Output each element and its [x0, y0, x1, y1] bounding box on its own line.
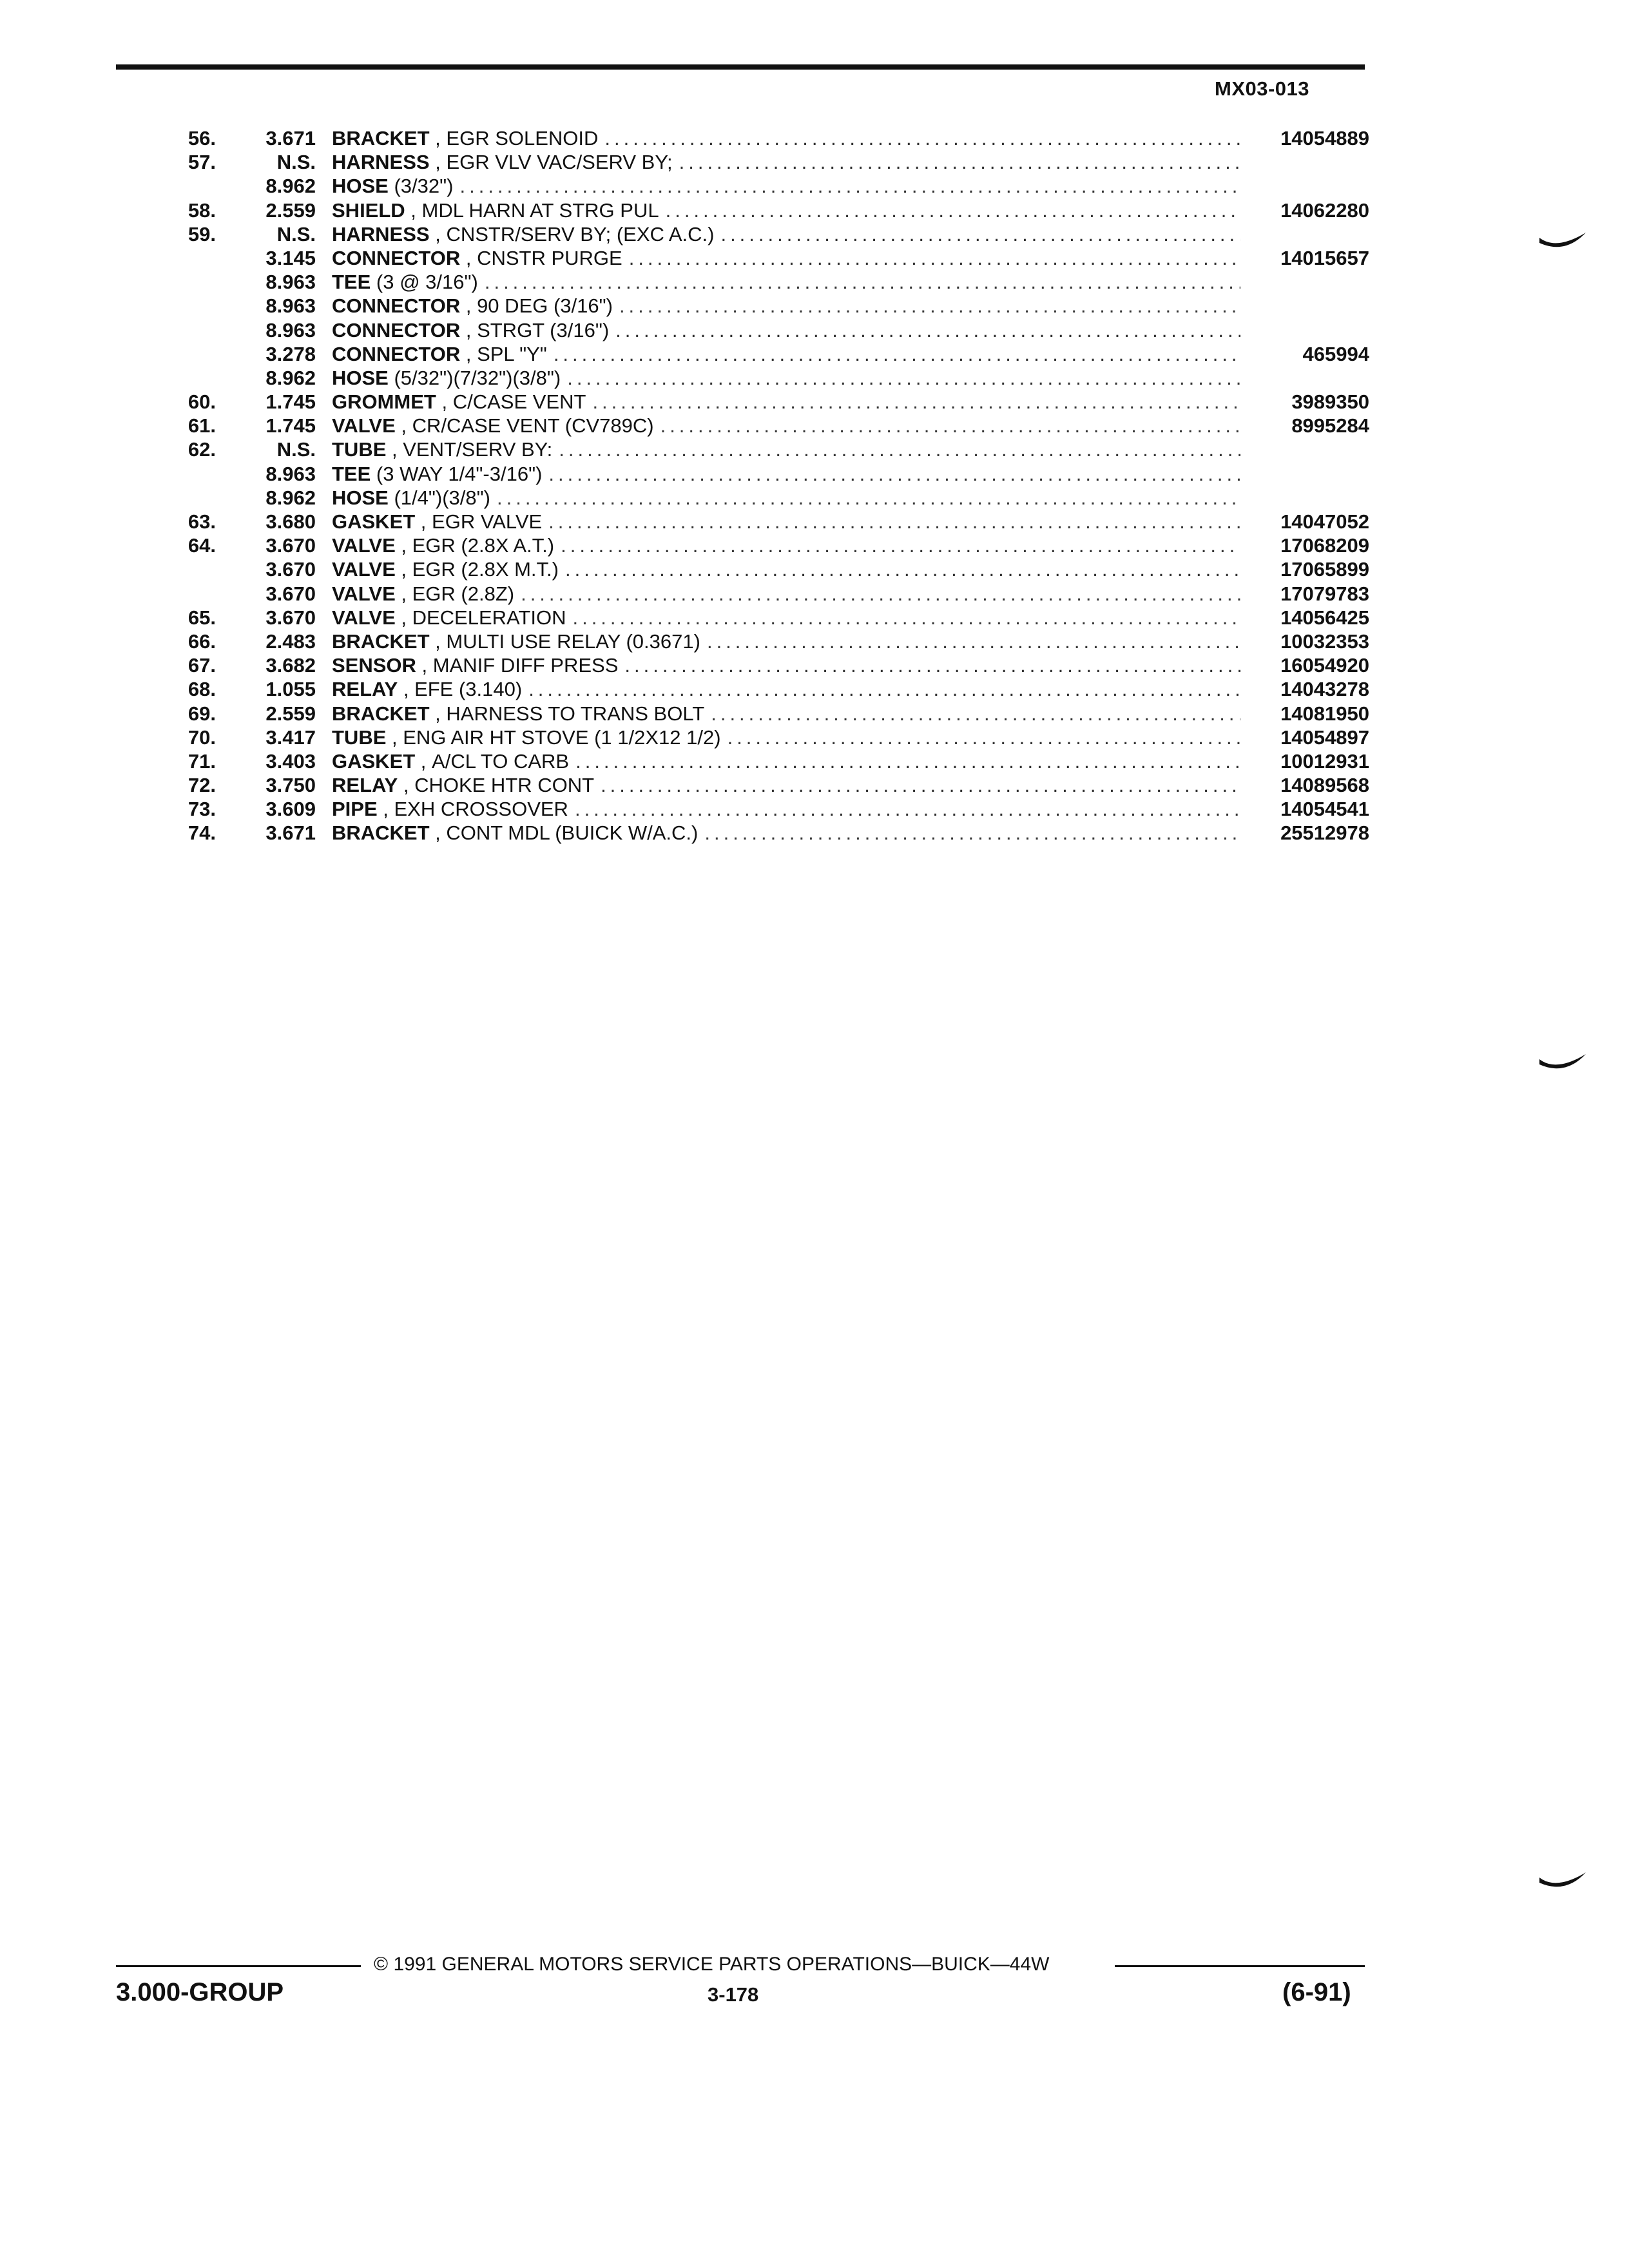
parts-description	[332, 270, 1369, 294]
header-rule	[116, 64, 1365, 70]
parts-description	[332, 462, 1369, 486]
parts-group-number: 3.750	[265, 774, 316, 797]
dot-leader	[528, 677, 1240, 701]
parts-name: HOSE	[332, 366, 389, 389]
footer-rule-right	[1115, 1965, 1365, 1967]
parts-spec: (3/32")	[394, 175, 454, 198]
parts-description	[332, 653, 1369, 677]
parts-part-number: 14054897	[1280, 726, 1369, 749]
parts-spec: EGR VLV VAC/SERV BY;	[446, 151, 673, 174]
dot-leader	[559, 437, 1240, 461]
parts-description	[332, 318, 1369, 342]
parts-group-number: 3.417	[265, 726, 316, 749]
parts-spec: C/CASE VENT	[452, 390, 586, 414]
parts-spec: CNSTR/SERV BY; (EXC A.C.)	[446, 222, 715, 245]
parts-separator: ,	[405, 198, 422, 222]
parts-part-number: 3989350	[1291, 390, 1369, 414]
parts-name: TEE	[332, 462, 371, 485]
parts-separator: ,	[460, 294, 477, 318]
parts-name: CONNECTOR	[332, 294, 461, 318]
footer-revision-date: (6-91)	[1282, 1978, 1351, 2006]
parts-separator: ,	[395, 558, 412, 581]
parts-name: TEE	[332, 271, 371, 294]
parts-key-number: 62.	[188, 438, 216, 461]
parts-description	[332, 582, 1369, 606]
parts-group-number: 3.278	[265, 342, 316, 365]
parts-description	[332, 174, 1369, 198]
parts-group-number: N.S.	[276, 438, 316, 461]
dot-leader	[601, 773, 1240, 797]
parts-part-number: 14062280	[1280, 198, 1369, 222]
parts-key-number: 74.	[188, 822, 216, 845]
parts-group-number: 8.963	[265, 462, 316, 485]
parts-spec: STRGT (3/16")	[477, 318, 610, 341]
parts-description	[332, 606, 1369, 629]
parts-name: BRACKET	[332, 629, 430, 653]
parts-key-number: 72.	[188, 774, 216, 797]
parts-description	[332, 366, 1369, 390]
parts-name: VALVE	[332, 534, 396, 557]
dot-leader	[548, 510, 1240, 533]
dot-leader	[459, 174, 1240, 198]
dot-leader	[660, 414, 1240, 437]
parts-separator: ,	[429, 151, 447, 174]
parts-name: PIPE	[332, 798, 378, 821]
parts-description	[332, 629, 1369, 653]
parts-separator: ,	[460, 246, 477, 269]
parts-key-number: 67.	[188, 654, 216, 677]
parts-spec: A/CL TO CARB	[432, 749, 570, 773]
parts-row	[155, 462, 1373, 486]
parts-key-number: 73.	[188, 798, 216, 821]
parts-group-number: 3.671	[265, 822, 316, 845]
parts-group-number: N.S.	[276, 222, 316, 245]
parts-key-number: 60.	[188, 390, 216, 414]
parts-name: SENSOR	[332, 654, 416, 677]
dot-leader	[728, 726, 1240, 749]
parts-description	[332, 557, 1369, 581]
dot-leader	[615, 318, 1240, 342]
parts-group-number: 1.745	[265, 390, 316, 414]
parts-key-number: 71.	[188, 749, 216, 773]
parts-row	[155, 533, 1373, 557]
parts-part-number: 17065899	[1280, 558, 1369, 581]
parts-part-number: 14054541	[1280, 798, 1369, 821]
parts-part-number: 17068209	[1280, 534, 1369, 557]
parts-row	[155, 270, 1373, 294]
parts-group-number: 8.962	[265, 486, 316, 509]
parts-description	[332, 414, 1369, 437]
parts-description	[332, 246, 1369, 270]
parts-name: HARNESS	[332, 151, 430, 174]
parts-key-number: 66.	[188, 629, 216, 653]
parts-spec: CR/CASE VENT (CV789C)	[412, 414, 654, 437]
parts-group-number: 3.145	[265, 246, 316, 269]
parts-group-number: 8.962	[265, 175, 316, 198]
parts-spec: (1/4")(3/8")	[394, 486, 490, 509]
parts-spec: VENT/SERV BY:	[403, 438, 553, 461]
parts-spec: EGR (2.8X A.T.)	[412, 534, 555, 557]
parts-row	[155, 342, 1373, 366]
parts-name: HARNESS	[332, 222, 430, 245]
parts-row	[155, 749, 1373, 773]
parts-separator: ,	[415, 749, 432, 773]
parts-key-number: 65.	[188, 606, 216, 629]
parts-row	[155, 414, 1373, 437]
parts-separator: ,	[395, 606, 412, 629]
parts-row	[155, 246, 1373, 270]
parts-spec: EGR (2.8X M.T.)	[412, 558, 559, 581]
parts-separator: ,	[398, 774, 415, 797]
parts-separator: ,	[429, 127, 447, 149]
parts-separator: ,	[398, 678, 415, 701]
parts-spec: (3 @ 3/16")	[376, 271, 478, 294]
parts-key-number: 56.	[188, 127, 216, 149]
dot-leader	[604, 126, 1240, 150]
footer-page-number: 3-178	[708, 1983, 759, 2006]
parts-separator: ,	[436, 390, 453, 414]
parts-spec: EGR SOLENOID	[446, 127, 599, 149]
dot-leader	[679, 150, 1240, 174]
binder-hole-mark-icon	[1537, 1869, 1588, 1894]
document-code: MX03-013	[1215, 77, 1310, 100]
dot-leader	[720, 222, 1240, 246]
parts-row	[155, 510, 1373, 533]
dot-leader	[575, 797, 1240, 821]
parts-part-number: 10012931	[1280, 749, 1369, 773]
parts-row	[155, 557, 1373, 581]
parts-group-number: 3.670	[265, 558, 316, 581]
parts-name: BRACKET	[332, 702, 430, 725]
parts-row	[155, 773, 1373, 797]
dot-leader	[704, 821, 1240, 845]
parts-row	[155, 198, 1373, 222]
parts-name: RELAY	[332, 678, 398, 701]
parts-group-number: 3.670	[265, 534, 316, 557]
parts-spec: EGR (2.8Z)	[412, 582, 515, 605]
parts-spec: HARNESS TO TRANS BOLT	[446, 702, 705, 725]
parts-row	[155, 150, 1373, 174]
parts-group-number: 2.559	[265, 198, 316, 222]
parts-spec: EGR VALVE	[432, 510, 543, 533]
parts-key-number: 58.	[188, 198, 216, 222]
parts-part-number: 14056425	[1280, 606, 1369, 629]
parts-list	[155, 126, 1373, 845]
parts-spec: CNSTR PURGE	[477, 246, 622, 269]
parts-separator: ,	[377, 798, 394, 821]
parts-name: VALVE	[332, 414, 396, 437]
parts-description	[332, 821, 1369, 845]
parts-row	[155, 582, 1373, 606]
parts-key-number: 57.	[188, 151, 216, 174]
parts-separator: ,	[460, 342, 477, 365]
parts-group-number: 3.670	[265, 582, 316, 605]
dot-leader	[521, 582, 1240, 606]
dot-leader	[548, 462, 1240, 486]
parts-separator: ,	[460, 318, 477, 341]
parts-row	[155, 222, 1373, 246]
parts-key-number: 68.	[188, 678, 216, 701]
parts-row	[155, 294, 1373, 318]
parts-name: VALVE	[332, 558, 396, 581]
dot-leader	[554, 342, 1240, 366]
parts-group-number: 8.963	[265, 294, 316, 318]
parts-spec: CONT MDL (BUICK W/A.C.)	[446, 822, 699, 845]
dot-leader	[592, 390, 1240, 414]
footer-group-label: 3.000-GROUP	[116, 1978, 284, 2006]
parts-part-number: 8995284	[1291, 414, 1369, 437]
parts-key-number: 61.	[188, 414, 216, 437]
parts-part-number: 14054889	[1280, 127, 1369, 149]
parts-name: VALVE	[332, 606, 396, 629]
parts-group-number: 1.745	[265, 414, 316, 437]
parts-part-number: 10032353	[1280, 629, 1369, 653]
parts-separator: ,	[395, 582, 412, 605]
parts-description	[332, 773, 1369, 797]
parts-name: VALVE	[332, 582, 396, 605]
parts-description	[332, 390, 1369, 414]
parts-name: GROMMET	[332, 390, 436, 414]
parts-separator: ,	[386, 726, 403, 749]
parts-description	[332, 150, 1369, 174]
parts-description	[332, 437, 1369, 461]
parts-name: TUBE	[332, 726, 387, 749]
parts-name: SHIELD	[332, 198, 405, 222]
parts-spec: (3 WAY 1/4"-3/16")	[376, 462, 543, 485]
parts-description	[332, 533, 1369, 557]
parts-part-number: 14015657	[1280, 246, 1369, 269]
binder-hole-mark-icon	[1537, 229, 1588, 255]
parts-spec: EXH CROSSOVER	[394, 798, 568, 821]
footer-copyright: © 1991 GENERAL MOTORS SERVICE PARTS OPERATIONS—BUICK—44W	[374, 1954, 1050, 1975]
dot-leader	[619, 294, 1240, 318]
parts-group-number: N.S.	[276, 151, 316, 174]
parts-key-number: 63.	[188, 510, 216, 533]
parts-part-number: 14043278	[1280, 678, 1369, 701]
parts-key-number: 70.	[188, 726, 216, 749]
parts-name: HOSE	[332, 486, 389, 509]
parts-group-number: 8.962	[265, 366, 316, 389]
parts-row	[155, 797, 1373, 821]
parts-separator: ,	[429, 222, 447, 245]
parts-group-number: 2.559	[265, 702, 316, 725]
parts-group-number: 2.483	[265, 629, 316, 653]
binder-hole-mark-icon	[1537, 1050, 1588, 1076]
parts-row	[155, 821, 1373, 845]
parts-description	[332, 294, 1369, 318]
parts-name: CONNECTOR	[332, 342, 461, 365]
parts-separator: ,	[416, 654, 433, 677]
parts-group-number: 3.670	[265, 606, 316, 629]
parts-row	[155, 629, 1373, 653]
parts-name: GASKET	[332, 510, 416, 533]
dot-leader	[567, 366, 1240, 390]
parts-description	[332, 222, 1369, 246]
parts-row	[155, 653, 1373, 677]
parts-spec: CHOKE HTR CONT	[414, 774, 595, 797]
parts-row	[155, 318, 1373, 342]
parts-part-number: 14047052	[1280, 510, 1369, 533]
parts-separator: ,	[395, 534, 412, 557]
parts-row	[155, 437, 1373, 461]
parts-description	[332, 749, 1369, 773]
parts-key-number: 59.	[188, 222, 216, 245]
parts-key-number: 69.	[188, 702, 216, 725]
dot-leader	[575, 749, 1240, 773]
parts-description	[332, 486, 1369, 510]
parts-group-number: 3.682	[265, 654, 316, 677]
parts-description	[332, 510, 1369, 533]
parts-name: HOSE	[332, 175, 389, 198]
parts-part-number: 25512978	[1280, 822, 1369, 845]
parts-row	[155, 390, 1373, 414]
parts-row	[155, 366, 1373, 390]
parts-spec: MANIF DIFF PRESS	[432, 654, 619, 677]
parts-part-number: 14089568	[1280, 774, 1369, 797]
parts-separator: ,	[395, 414, 412, 437]
parts-group-number: 3.403	[265, 749, 316, 773]
dot-leader	[485, 270, 1240, 294]
parts-spec: EFE (3.140)	[414, 678, 523, 701]
parts-name: TUBE	[332, 438, 387, 461]
parts-group-number: 3.680	[265, 510, 316, 533]
parts-spec: 90 DEG (3/16")	[477, 294, 613, 318]
parts-part-number: 16054920	[1280, 654, 1369, 677]
footer-rule-left	[116, 1965, 361, 1967]
dot-leader	[711, 702, 1240, 726]
parts-description	[332, 797, 1369, 821]
parts-name: GASKET	[332, 749, 416, 773]
parts-description	[332, 677, 1369, 701]
parts-spec: (5/32")(7/32")(3/8")	[394, 366, 561, 389]
parts-description	[332, 702, 1369, 726]
parts-spec: MDL HARN AT STRG PUL	[421, 198, 659, 222]
parts-description	[332, 726, 1369, 749]
parts-spec: DECELERATION	[412, 606, 566, 629]
parts-name: RELAY	[332, 774, 398, 797]
parts-spec: SPL "Y"	[477, 342, 547, 365]
parts-row	[155, 702, 1373, 726]
parts-row	[155, 174, 1373, 198]
dot-leader	[666, 198, 1240, 222]
dot-leader	[707, 629, 1240, 653]
parts-separator: ,	[415, 510, 432, 533]
parts-name: BRACKET	[332, 822, 430, 845]
parts-row	[155, 726, 1373, 749]
parts-spec: MULTI USE RELAY (0.3671)	[446, 629, 700, 653]
parts-key-number: 64.	[188, 534, 216, 557]
parts-group-number: 3.671	[265, 127, 316, 149]
parts-name: BRACKET	[332, 127, 430, 149]
parts-description	[332, 126, 1369, 150]
parts-row	[155, 486, 1373, 510]
parts-group-number: 3.609	[265, 798, 316, 821]
dot-leader	[561, 533, 1240, 557]
parts-name: CONNECTOR	[332, 246, 461, 269]
parts-row	[155, 606, 1373, 629]
parts-group-number: 8.963	[265, 318, 316, 341]
parts-row	[155, 126, 1373, 150]
parts-part-number: 17079783	[1280, 582, 1369, 605]
parts-separator: ,	[429, 822, 447, 845]
dot-leader	[629, 246, 1240, 270]
parts-name: CONNECTOR	[332, 318, 461, 341]
parts-group-number: 1.055	[265, 678, 316, 701]
parts-description	[332, 342, 1369, 366]
parts-separator: ,	[386, 438, 403, 461]
parts-spec: ENG AIR HT STOVE (1 1/2X12 1/2)	[403, 726, 721, 749]
parts-part-number: 14081950	[1280, 702, 1369, 725]
parts-separator: ,	[429, 629, 447, 653]
dot-leader	[572, 606, 1240, 629]
dot-leader	[497, 486, 1240, 510]
parts-row	[155, 677, 1373, 701]
dot-leader	[565, 557, 1240, 581]
parts-group-number: 8.963	[265, 271, 316, 294]
parts-separator: ,	[429, 702, 447, 725]
parts-part-number: 465994	[1302, 342, 1369, 365]
dot-leader	[624, 653, 1240, 677]
parts-description	[332, 198, 1369, 222]
